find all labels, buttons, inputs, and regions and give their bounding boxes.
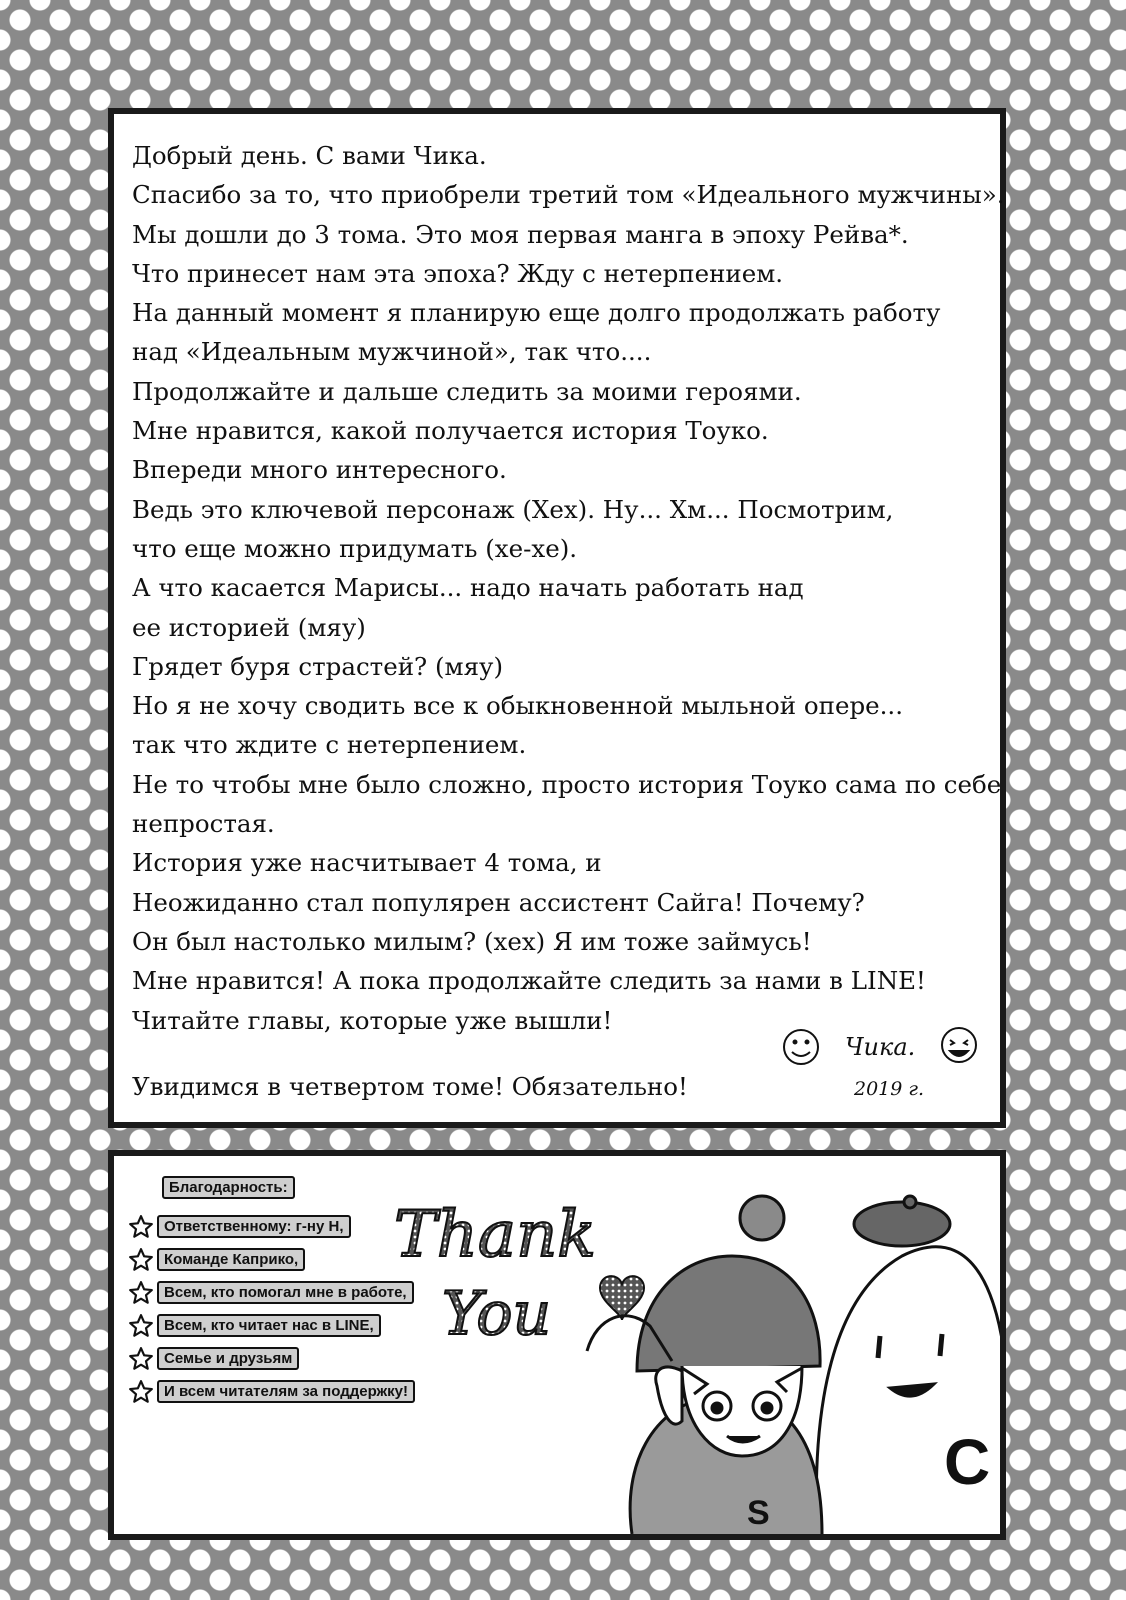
- boy-character: [587, 1196, 822, 1534]
- thank-you-text-line2: You: [442, 1279, 552, 1349]
- star-icon: [128, 1247, 154, 1273]
- sweater-letter: S: [747, 1494, 770, 1532]
- star-icon: [128, 1214, 154, 1240]
- list-item: [128, 1342, 415, 1375]
- thank-you-text-line1: Thank: [394, 1198, 597, 1272]
- letter-line: Добрый день. С вами Чика.: [132, 141, 487, 170]
- letter-line: Читайте главы, которые уже вышли!: [132, 1005, 613, 1035]
- letter-line: Мне нравится, какой получается история Тоуко.: [132, 416, 769, 446]
- letter-line: непростая.: [132, 809, 275, 839]
- letter-text: [132, 136, 1005, 1040]
- letter-panel: [108, 108, 1006, 1128]
- acknowledgements-title: Благодарность:: [162, 1176, 295, 1199]
- star-icon: [128, 1313, 154, 1339]
- handwritten-signature: [779, 1017, 999, 1107]
- signature-date: 2019 г.: [854, 1078, 925, 1100]
- list-item-label: И всем читателям за поддержку!: [157, 1380, 415, 1403]
- letter-line: ее историей (мяу): [132, 612, 366, 642]
- letter-line: Грядет буря страстей? (мяу): [132, 651, 504, 681]
- list-item: [128, 1309, 415, 1342]
- closing-line: Увидимся в четвертом томе! Обязательно!: [132, 1072, 688, 1101]
- letter-line: Неожиданно стал популярен ассистент Сайга! Почему?: [132, 887, 865, 917]
- list-item: [128, 1243, 415, 1276]
- corner-letter: C: [944, 1426, 991, 1498]
- letter-line: Не то чтобы мне было сложно, просто история Тоуко сама по себе: [132, 769, 1002, 799]
- signature-name: Чика.: [845, 1033, 916, 1061]
- letter-line: Впереди много интересного.: [132, 455, 507, 485]
- letter-line: Но я не хочу сводить все к обыкновенной мыльной опере...: [132, 691, 903, 721]
- letter-line: Мне нравится! А пока продолжайте следить за нами в LINE!: [132, 966, 926, 996]
- letter-line: так что ждите с нетерпением.: [132, 730, 527, 760]
- list-item: [128, 1210, 415, 1243]
- letter-line: Продолжайте и дальше следить за моими героями.: [132, 376, 802, 406]
- acknowledgements-list: [128, 1176, 415, 1408]
- list-item-label: Всем, кто помогал мне в работе,: [157, 1281, 414, 1304]
- letter-line: История уже насчитывает 4 тома, и: [132, 848, 602, 878]
- heart-icon: [600, 1276, 644, 1320]
- letter-line: А что касается Марисы... надо начать работать над: [132, 573, 804, 603]
- star-icon: [128, 1346, 154, 1372]
- letter-line: что еще можно придумать (хе-хе).: [132, 533, 578, 563]
- thank-you-illustration: [382, 1156, 1006, 1534]
- star-icon: [128, 1379, 154, 1405]
- letter-line: Спасибо за то, что приобрели третий том «Идеального мужчины».: [132, 180, 1005, 210]
- letter-line: На данный момент я планирую еще долго продолжать работу: [132, 298, 941, 328]
- letter-line: Ведь это ключевой персонаж (Хех). Ну... Хм... Посмотрим,: [132, 494, 894, 524]
- list-item-label: Семье и друзьям: [157, 1347, 299, 1370]
- star-icon: [128, 1280, 154, 1306]
- letter-line: над «Идеальным мужчиной», так что....: [132, 337, 652, 367]
- list-item-label: Всем, кто читает нас в LINE,: [157, 1314, 381, 1337]
- list-item-label: Команде Каприко,: [157, 1248, 305, 1271]
- list-item: [128, 1276, 415, 1309]
- list-item: [128, 1375, 415, 1408]
- letter-line: Мы дошли до 3 тома. Это моя первая манга в эпоху Рейва*.: [132, 219, 909, 249]
- list-item-label: Ответственному: г-ну Н,: [157, 1215, 351, 1238]
- letter-line: Он был настолько милым? (хех) Я им тоже займусь!: [132, 926, 812, 956]
- letter-line: Что принесет нам эта эпоха? Жду с нетерпением.: [132, 258, 784, 288]
- thanks-panel: [108, 1150, 1006, 1540]
